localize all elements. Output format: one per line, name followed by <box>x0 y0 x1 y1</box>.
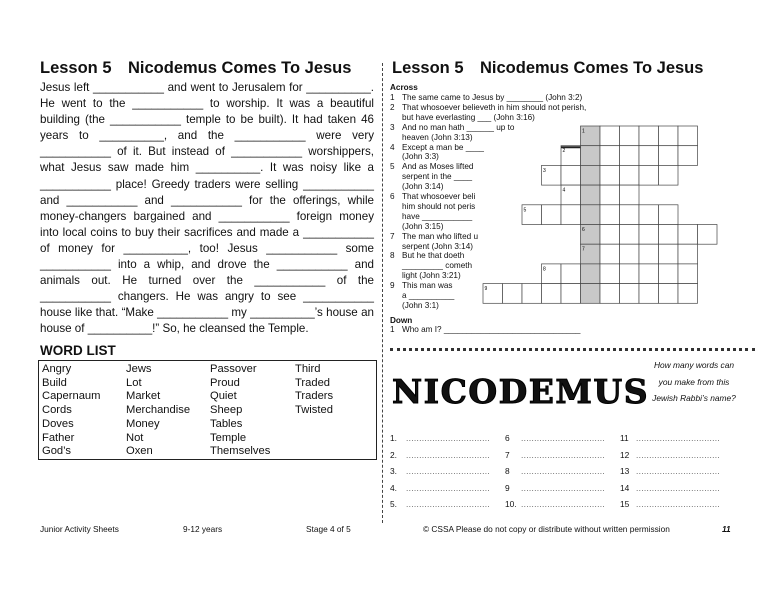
right-lesson-number: Lesson 5 <box>392 59 464 77</box>
answer-line[interactable] <box>390 483 490 493</box>
crossword-number: 3 <box>543 167 546 174</box>
answer-line[interactable] <box>390 433 490 443</box>
word-list-item: Money <box>126 417 160 430</box>
word-list-item: Themselves <box>210 445 271 458</box>
across-clue-number: 5 <box>390 162 395 172</box>
answer-line[interactable] <box>505 499 605 509</box>
footer-page-number: 11 <box>722 524 731 534</box>
footer-age: 9-12 years <box>183 524 223 534</box>
word-list-item: Angry <box>42 363 72 375</box>
footer-copyright: © CSSA Please do not copy or distribute without written permission <box>423 524 670 534</box>
word-list-item: Merchandise <box>126 404 191 417</box>
answer-line[interactable] <box>620 466 720 476</box>
answer-dots: ................................ <box>636 450 721 460</box>
crossword-number: 9 <box>484 286 488 293</box>
word-list-item: Capernaum <box>42 390 101 403</box>
across-clue-text: but have everlasting ___ (John 3:16) <box>402 112 535 122</box>
across-clue-text: The same came to Jesus by ________ (John 3:2) <box>402 93 583 102</box>
across-clue-text: him should not peris <box>402 201 476 211</box>
footer <box>0 524 768 538</box>
answer-number: 3. <box>390 466 397 476</box>
left-lesson-title: Nicodemus Comes To Jesus <box>128 59 352 77</box>
answer-dots: ................................ <box>521 433 606 443</box>
word-list-item: Sheep <box>210 404 243 417</box>
footer-stage: Stage 4 of 5 <box>306 524 351 534</box>
word-list-item: Market <box>126 390 161 403</box>
across-clue-text: That whosoever believeth in him should not perish, <box>402 102 587 112</box>
across-clue-text: The man who lifted u <box>402 231 479 241</box>
answer-line[interactable] <box>620 483 720 493</box>
crossword-number: 1 <box>582 128 585 135</box>
answer-number: 6 <box>505 433 510 443</box>
answer-dots: ................................ <box>521 483 606 493</box>
crossword-number: 6 <box>582 227 585 233</box>
answer-line[interactable] <box>505 466 605 476</box>
answer-dots: ................................ <box>636 466 721 476</box>
word-list-item: Jews <box>126 363 152 375</box>
answer-number: 10. <box>505 499 517 509</box>
across-clue-text: That whosoever beli <box>402 192 476 201</box>
across-clue-number: 7 <box>390 231 395 241</box>
answer-dots: ................................ <box>406 450 491 460</box>
across-clue-text: _________ cometh <box>402 261 473 271</box>
across-heading: Across <box>390 83 418 92</box>
across-clue-text: But he that doeth <box>402 251 465 261</box>
crossword-number: 4 <box>562 187 566 194</box>
crossword-number: 8 <box>543 266 546 273</box>
across-clue-number: 9 <box>390 281 395 291</box>
across-clue-text: serpent in the ____ <box>402 172 473 182</box>
answer-line[interactable] <box>390 466 490 476</box>
passage-text: Jesus left ___________ and went to Jerusalem for __________. He went to the ___________ to worship. It was a beautiful building (the ___________ temple to be built). It had taken 46 years to __________, and the ___________ were very ___________ of it. But instead of ___________ worshippers, what Jesus saw made him __________. It was noisy like a ___________ place! Greedy traders were selling ___________ and ___________ and ___________ for the offerings, while money-changers bargained and ___________ foreign money into local coins to buy their sacrifices and made a ___________ of money for __________, too! Jesus ___________ some ___________ into a whip, and drove the ___________ and animals out. He turned over the ___________ of the ___________ changers. He was angry to see ___________ house like that. “Make ___________ my __________’s house an house of __________!” So, he cleansed the Temple. <box>40 81 374 336</box>
answer-dots: ................................ <box>636 499 721 509</box>
answer-number: 12 <box>620 450 630 460</box>
word-list-title: WORD LIST <box>40 343 116 358</box>
answer-number: 5. <box>390 499 397 509</box>
across-clue-text: light (John 3:21) <box>402 271 461 281</box>
answer-number: 15 <box>620 499 630 509</box>
word-list-item: Oxen <box>126 445 153 458</box>
crossword-number: 5 <box>523 207 527 214</box>
answer-number: 4. <box>390 483 397 493</box>
crossword-number: 7 <box>582 246 585 253</box>
left-lesson-number: Lesson 5 <box>40 59 112 77</box>
word-game-question: How many words can you make from this Jewish Rabbi’s name? <box>652 360 736 404</box>
across-clue-text: (John 3:1) <box>402 300 439 310</box>
across-clue-text: (John 3:15) <box>402 221 444 231</box>
answer-line[interactable] <box>390 499 490 509</box>
answer-number: 13 <box>620 466 630 476</box>
word-list-item: Build <box>42 376 67 389</box>
answer-line[interactable] <box>390 450 490 460</box>
across-clue-text: (John 3:14) <box>402 182 444 192</box>
answer-dots: ................................ <box>521 466 606 476</box>
footer-series: Junior Activity Sheets <box>40 524 119 534</box>
across-clue-number: 6 <box>390 192 395 201</box>
answer-line[interactable] <box>505 450 605 460</box>
across-clue-text: heaven (John 3:13) <box>402 132 473 142</box>
word-list-item: Not <box>126 431 144 444</box>
answer-dots: ................................ <box>406 499 491 509</box>
word-list-item: God’s <box>42 445 72 458</box>
across-clue-number: 2 <box>390 102 395 112</box>
across-clue-text: a __________ <box>402 291 455 300</box>
answer-line[interactable] <box>620 433 720 443</box>
across-clue-number: 8 <box>390 251 395 261</box>
answer-dots: ................................ <box>636 433 721 443</box>
word-list-item: Quiet <box>210 390 237 403</box>
nicodemus-logo: NICODEMUS <box>392 372 650 411</box>
down-clue-text: Who am I? ______________________________ <box>402 325 581 334</box>
answer-line[interactable] <box>505 483 605 493</box>
word-list-item: Traded <box>295 376 331 389</box>
across-clue-number: 1 <box>390 93 395 102</box>
word-list-item: Cords <box>42 404 72 417</box>
across-clue-text: have ___________ <box>402 211 473 221</box>
answer-dots: ................................ <box>406 483 491 493</box>
across-clue-text: serpent (John 3:14) <box>402 241 474 251</box>
answer-number: 11 <box>620 433 629 443</box>
word-list-item: Proud <box>210 376 240 389</box>
word-list-item: Temple <box>210 431 247 444</box>
across-clue-text: (John 3:3) <box>402 152 439 162</box>
answer-dots: ................................ <box>521 499 606 509</box>
answer-dots: ................................ <box>521 450 606 460</box>
across-clue-text: And no man hath ______ up to <box>402 122 515 132</box>
word-list-item: Tables <box>210 417 243 430</box>
word-list-item: Passover <box>210 363 257 375</box>
word-list-item: Third <box>295 363 321 375</box>
across-clue-number: 4 <box>390 142 395 152</box>
answer-number: 2. <box>390 450 397 460</box>
across-clue-number: 3 <box>390 122 395 132</box>
answer-dots: ................................ <box>406 433 491 443</box>
answer-number: 8 <box>505 466 510 476</box>
across-clue-text: Except a man be ____ <box>402 142 484 152</box>
crossword-number: 2 <box>562 148 566 155</box>
answer-dots: ................................ <box>406 466 491 476</box>
word-list-item: Lot <box>126 376 142 389</box>
right-lesson-title: Nicodemus Comes To Jesus <box>480 59 704 77</box>
answer-number: 9 <box>505 483 510 493</box>
answer-line[interactable] <box>620 499 720 509</box>
across-clue-text: This man was <box>402 281 453 291</box>
across-clue-text: And as Moses lifted <box>402 162 474 172</box>
answer-number: 1. <box>390 433 397 443</box>
answer-number: 7 <box>505 450 510 460</box>
word-list-item: Traders <box>295 390 334 403</box>
answer-line[interactable] <box>505 433 605 443</box>
answer-number: 14 <box>620 483 630 493</box>
answer-line[interactable] <box>620 450 720 460</box>
word-list-item: Father <box>42 431 75 444</box>
word-list-item: Twisted <box>295 404 333 417</box>
answer-dots: ................................ <box>636 483 721 493</box>
down-clue-number: 1 <box>390 325 395 334</box>
word-list-item: Doves <box>42 417 74 430</box>
down-heading: Down <box>390 316 413 325</box>
